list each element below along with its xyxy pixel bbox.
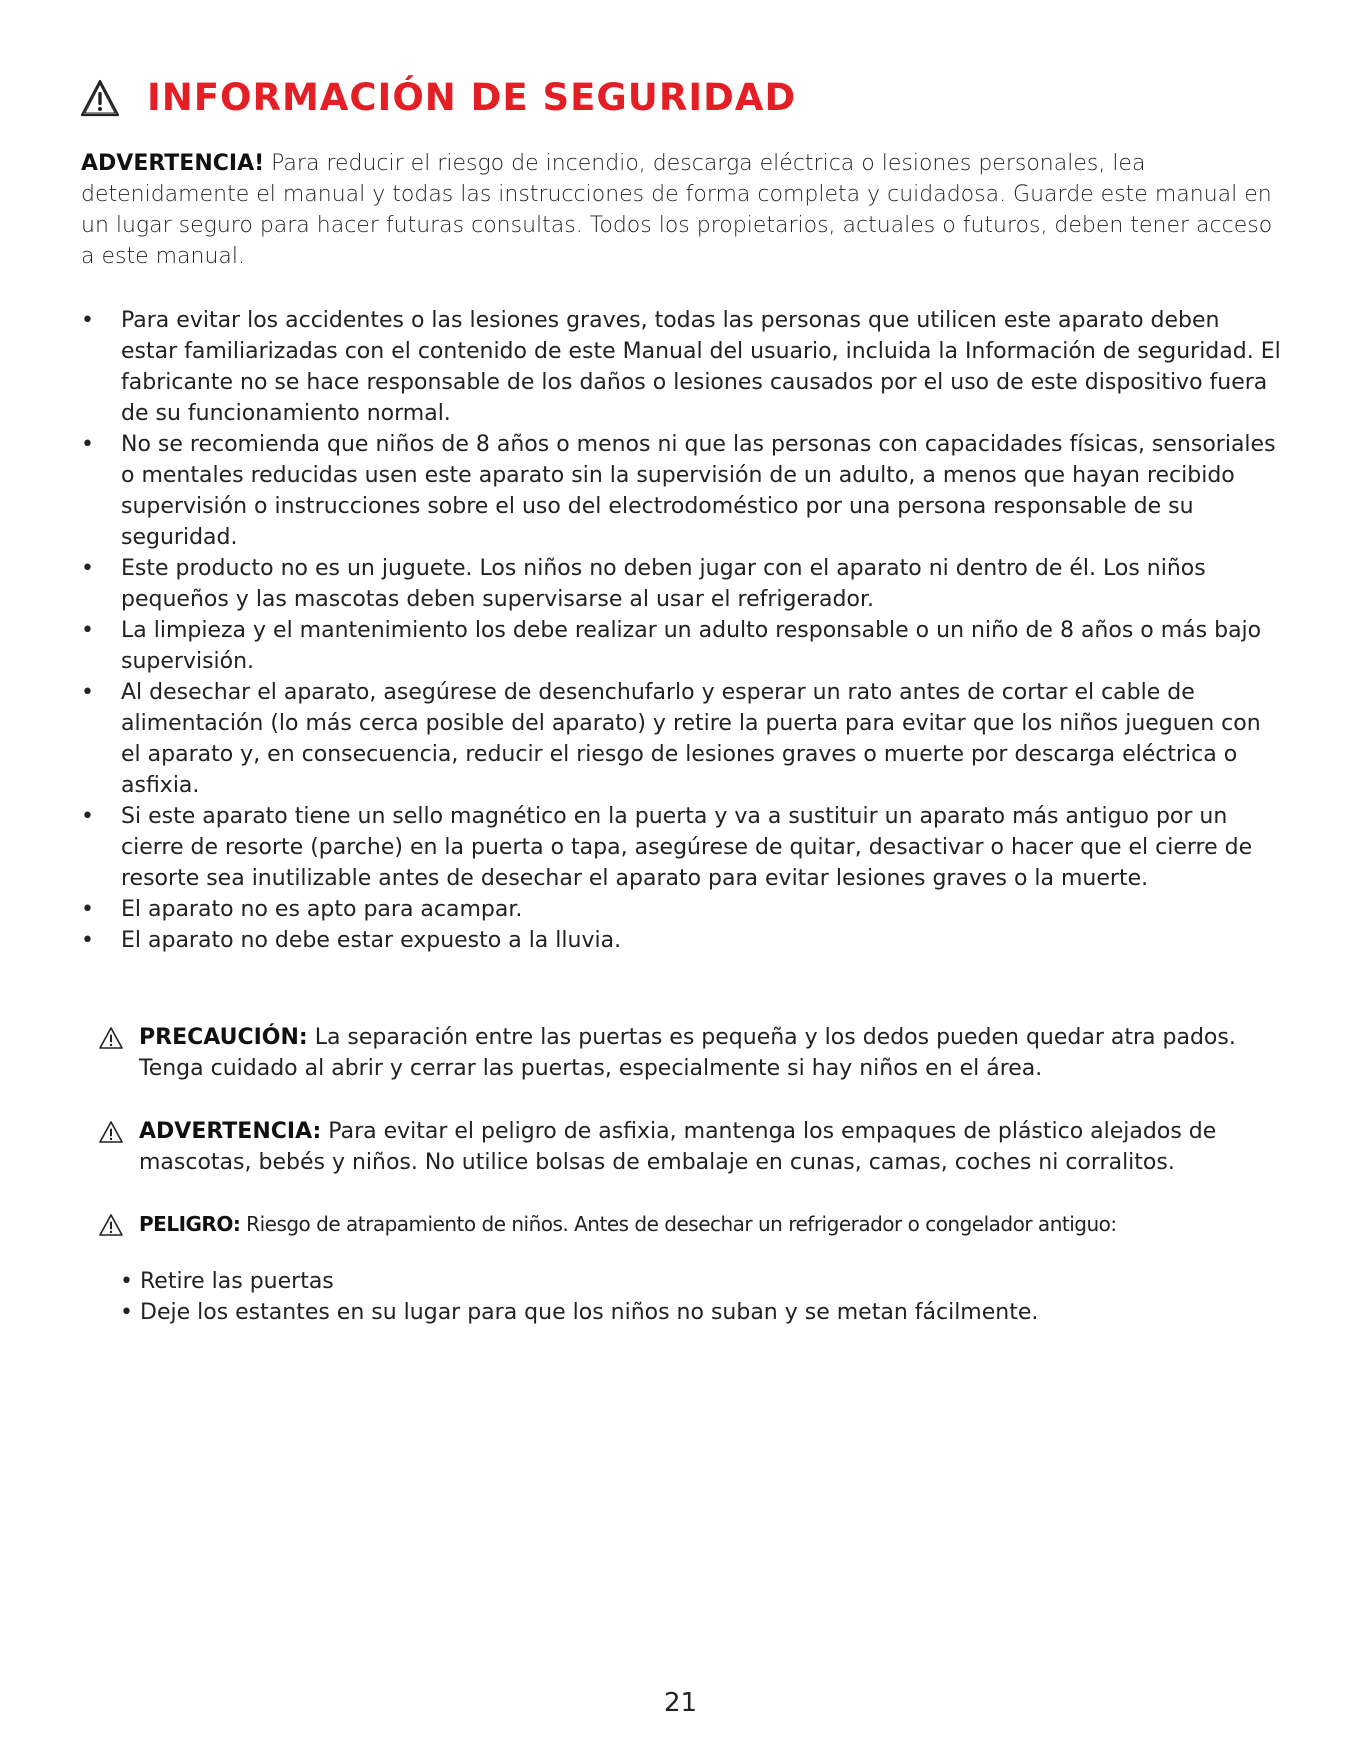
notice-text: La separación entre las puertas es pequeña y los dedos pueden quedar atra pados. Tenga cuidado al abrir y cerrar las puertas, especialmente si hay niños en el área. [139, 1025, 1236, 1081]
warning-triangle-icon [79, 78, 121, 118]
list-item: • Retire las puertas [120, 1266, 1038, 1297]
list-item: • Para evitar los accidentes o las lesiones graves, todas las personas que utilicen este aparato deben estar familiarizadas con el contenido de este Manual del usuario, incluida la Información de seguridad. El fabricante no se hace responsable de los daños o lesiones causados por el uso de este dispositivo fuera de su funcionamiento normal. [81, 305, 1281, 429]
intro-warning-text: Para reducir el riesgo de incendio, descarga eléctrica o lesiones personales, lea detenidamente el manual y todas las instrucciones de forma completa y cuidadosa. Guarde este manual en un lugar seguro para hacer futuras consultas. Todos los propietarios, actuales o futuros, deben tener acceso a este manual. [81, 151, 1273, 269]
list-item: • Si este aparato tiene un sello magnético en la puerta y va a sustituir un aparato más antiguo por un cierre de resorte (parche) en la puerta o tapa, asegúrese de quitar, desactivar o hacer que el cierre de resorte sea inutilizable antes de desechar el aparato para evitar lesiones graves o la muerte. [81, 801, 1281, 894]
notice-label: ADVERTENCIA: [139, 1119, 322, 1144]
list-item: • Deje los estantes en su lugar para que los niños no suban y se metan fácilmente. [120, 1297, 1038, 1328]
notice-label: PELIGRO: [139, 1212, 241, 1236]
list-item: • La limpieza y el mantenimiento los debe realizar un adulto responsable o un niño de 8 años o más bajo supervisión. [81, 615, 1281, 677]
warning-triangle-icon [98, 1213, 124, 1237]
intro-warning-label: ADVERTENCIA! [81, 151, 265, 176]
section-title [79, 76, 796, 119]
page-number: 21 [663, 1688, 698, 1718]
warning-triangle-icon [98, 1026, 124, 1050]
danger-notice [98, 1209, 1278, 1240]
notice-text: Para evitar el peligro de asfixia, mantenga los empaques de plástico alejados de mascotas, bebés y niños. No utilice bolsas de embalaje en cunas, camas, coches ni corralitos. [139, 1119, 1217, 1175]
intro-warning [81, 148, 1281, 272]
notice-text: Riesgo de atrapamiento de niños. Antes de desechar un refrigerador o congelador antiguo: [240, 1212, 1117, 1236]
list-item: • Al desechar el aparato, asegúrese de desenchufarlo y esperar un rato antes de cortar el cable de alimentación (lo más cerca posible del aparato) y retire la puerta para evitar que los niños jueguen con el aparato y, en consecuencia, reducir el riesgo de lesiones graves o muerte por descarga eléctrica o asfixia. [81, 677, 1281, 801]
list-item: • El aparato no es apto para acampar. [81, 894, 1281, 925]
warning-triangle-icon [98, 1120, 124, 1144]
caution-notice [98, 1022, 1278, 1084]
list-item: • No se recomienda que niños de 8 años o menos ni que las personas con capacidades físicas, sensoriales o mentales reducidas usen este aparato sin la supervisión de un adulto, a menos que hayan recibido supervisión o instrucciones sobre el uso del electrodoméstico por una persona responsable de su seguridad. [81, 429, 1281, 553]
warning-notice [98, 1116, 1278, 1178]
notice-label: PRECAUCIÓN: [139, 1025, 308, 1050]
list-item: • El aparato no debe estar expuesto a la lluvia. [81, 925, 1281, 956]
danger-sub-list [120, 1266, 1038, 1328]
safety-bullet-list [81, 305, 1281, 956]
page-title: INFORMACIÓN DE SEGURIDAD [147, 76, 797, 119]
list-item: • Este producto no es un juguete. Los niños no deben jugar con el aparato ni dentro de él. Los niños pequeños y las mascotas deben supervisarse al usar el refrigerador. [81, 553, 1281, 615]
